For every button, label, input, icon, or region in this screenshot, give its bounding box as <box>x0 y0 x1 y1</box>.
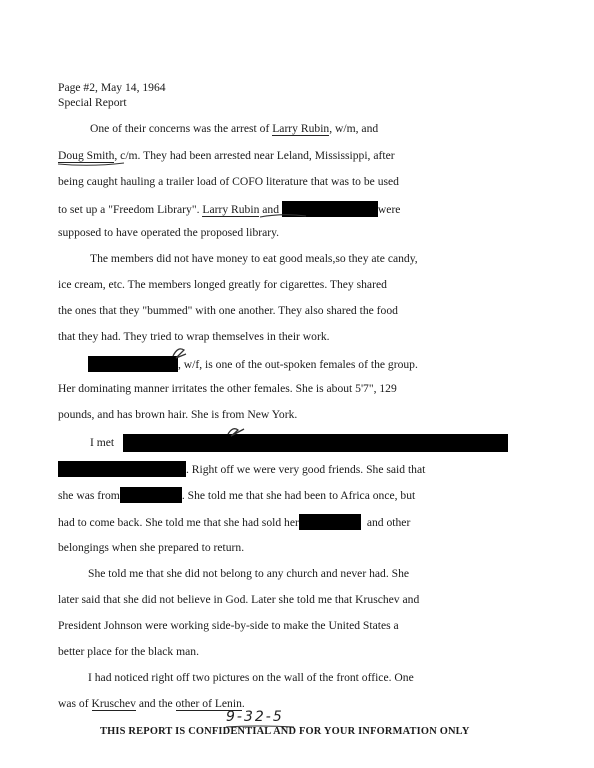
p4-line-5: belongings when she prepared to return. <box>58 541 245 554</box>
confidentiality-footer: THIS REPORT IS CONFIDENTIAL AND FOR YOUR INFORMATION ONLY <box>100 726 470 737</box>
p4-line-1: I met <box>90 436 115 449</box>
header-report-type: Special Report <box>58 96 127 109</box>
header-page-date: Page #2, May 14, 1964 <box>58 81 166 94</box>
p3-line-3: pounds, and has brown hair. She is from New York. <box>58 408 298 421</box>
p2-line-3: the ones that they "bummed" with one another. They also shared the food <box>58 304 398 317</box>
p1-line-5: supposed to have operated the proposed library. <box>58 226 280 239</box>
p1-line-3: being caught hauling a trailer load of COFO literature that was to be used <box>58 175 399 188</box>
redaction-block <box>58 461 186 477</box>
handwritten-check-mark <box>226 424 250 438</box>
p4-line-3: she was from . She told me that she had been to Africa once, but <box>58 489 416 502</box>
p1-line-1: One of their concerns was the arrest of Larry Rubin, w/m, and <box>90 122 379 135</box>
redaction-block <box>123 434 508 452</box>
name-larry-rubin: Larry Rubin <box>272 122 330 135</box>
p5-line-2: later said that she did not believe in God. Later she told me that Kruschev and <box>58 593 420 606</box>
redaction-block <box>120 487 182 503</box>
redaction-block <box>88 356 178 372</box>
p5-line-3: President Johnson were working side-by-side to make the United States a <box>58 619 399 632</box>
p1-line-2: Doug Smith, c/m. They had been arrested near Leland, Mississippi, after <box>58 149 395 162</box>
handwritten-underline-mark <box>258 212 308 220</box>
p2-line-2: ice cream, etc. The members longed greatly for cigarettes. They shared <box>58 278 387 291</box>
p3-line-1: , w/f, is one of the out-spoken females of the group. <box>88 356 418 372</box>
p4-line-2: . Right off we were very good friends. She said that <box>58 461 425 477</box>
p4-line-4: had to come back. She told me that she had sold her and other <box>58 516 411 529</box>
p6-line-2: was of Kruschev and the other of Lenin. <box>58 697 245 710</box>
p2-line-4: that they had. They tried to wrap themselves in their work. <box>58 330 330 343</box>
p6-line-1: I had noticed right off two pictures on the wall of the front office. One <box>88 671 414 684</box>
p3-line-2: Her dominating manner irritates the other females. She is about 5'7", 129 <box>58 382 397 395</box>
handwritten-underline-mark <box>56 160 126 168</box>
p5-line-1: She told me that she did not belong to any church and never had. She <box>88 567 410 580</box>
name-lenin: other of Lenin <box>175 697 242 710</box>
p2-line-1: The members did not have money to eat good meals,so they ate candy, <box>90 252 418 265</box>
name-larry-rubin-2: Larry Rubin <box>202 203 260 216</box>
p5-line-4: better place for the black man. <box>58 645 199 658</box>
p1-line-4: to set up a "Freedom Library". Larry Rubin and were <box>58 203 401 216</box>
name-doug-smith: Doug Smith <box>58 149 115 162</box>
handwritten-check-mark <box>170 344 194 362</box>
name-kruschev: Kruschev <box>91 697 136 710</box>
redaction-block <box>299 514 361 530</box>
handwritten-file-number: 9-32-5 <box>226 709 284 725</box>
